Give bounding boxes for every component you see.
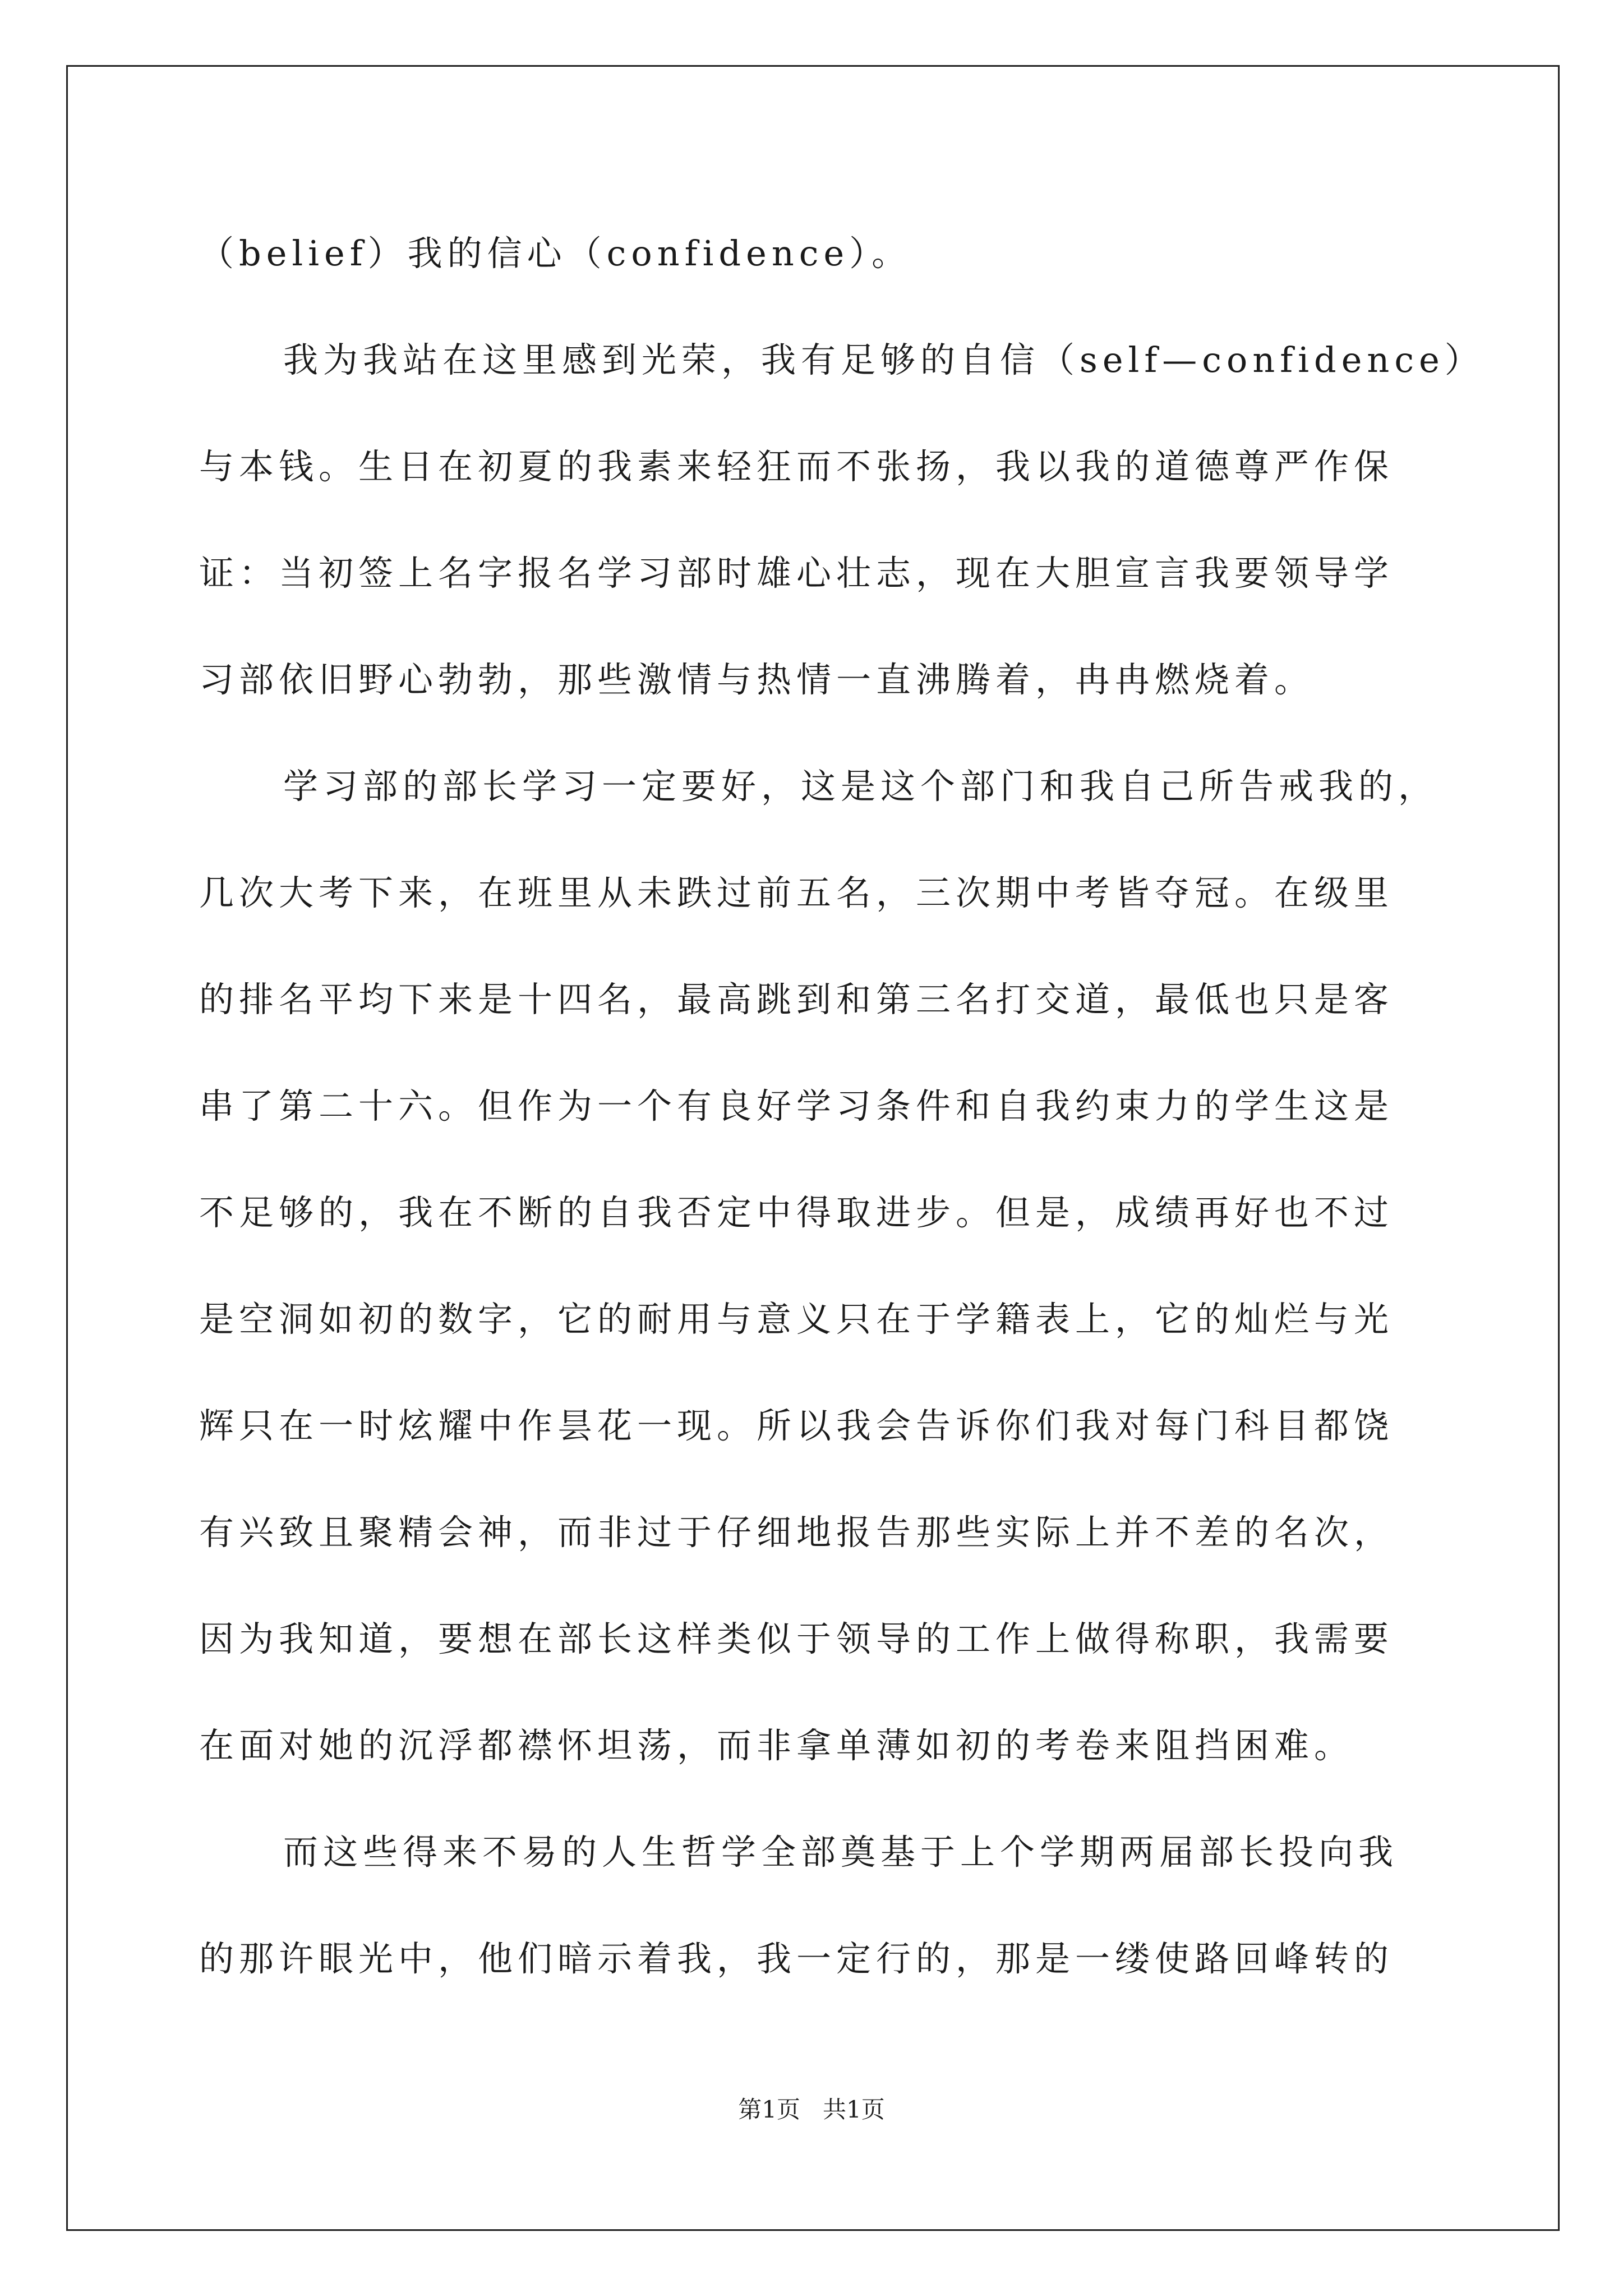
text-line: （belief）我的信心（confidence）。 — [199, 233, 912, 274]
text-line: 几次大考下来，在班里从未跌过前五名，三次期中考皆夺冠。在级里 — [199, 872, 1394, 913]
text-line: 习部依旧野心勃勃，那些激情与热情一直沸腾着，冉冉燃烧着。 — [199, 659, 1315, 700]
text-line: 证：当初签上名字报名学习部时雄心壮志，现在大胆宣言我要领导学 — [199, 553, 1394, 593]
text-line: 有兴致且聚精会神，而非过于仔细地报告那些实际上并不差的名次， — [199, 1512, 1394, 1553]
text-line: 的排名平均下来是十四名，最高跳到和第三名打交道，最低也只是客 — [199, 979, 1394, 1020]
text-line: 串了第二十六。但作为一个有良好学习条件和自我约束力的学生这是 — [199, 1085, 1394, 1126]
text-line: 不足够的，我在不断的自我否定中得取进步。但是，成绩再好也不过 — [199, 1192, 1394, 1233]
text-line: 在面对她的沉浮都襟怀坦荡，而非拿单薄如初的考卷来阻挡困难。 — [199, 1725, 1354, 1766]
paragraph-start-line: 而这些得来不易的人生哲学全部奠基于上个学期两届部长投向我 — [283, 1832, 1399, 1872]
paragraph-start-line: 学习部的部长学习一定要好，这是这个部门和我自己所告戒我的， — [283, 766, 1438, 807]
paragraph-start-line: 我为我站在这里感到光荣，我有足够的自信（self—confidence） — [283, 339, 1484, 380]
text-line: 因为我知道，要想在部长这样类似于领导的工作上做得称职，我需要 — [199, 1618, 1394, 1659]
text-line: 的那许眼光中，他们暗示着我，我一定行的，那是一缕使路回峰转的 — [199, 1938, 1394, 1979]
document-body — [199, 211, 1484, 2023]
text-line: 是空洞如初的数字，它的耐用与意义只在于学籍表上，它的灿烂与光 — [199, 1299, 1394, 1340]
page-number-footer: 第1页 共1页 — [738, 2096, 885, 2123]
text-line: 与本钱。生日在初夏的我素来轻狂而不张扬，我以我的道德尊严作保 — [199, 446, 1394, 487]
text-line: 辉只在一时炫耀中作昙花一现。所以我会告诉你们我对每门科目都饶 — [199, 1405, 1394, 1446]
